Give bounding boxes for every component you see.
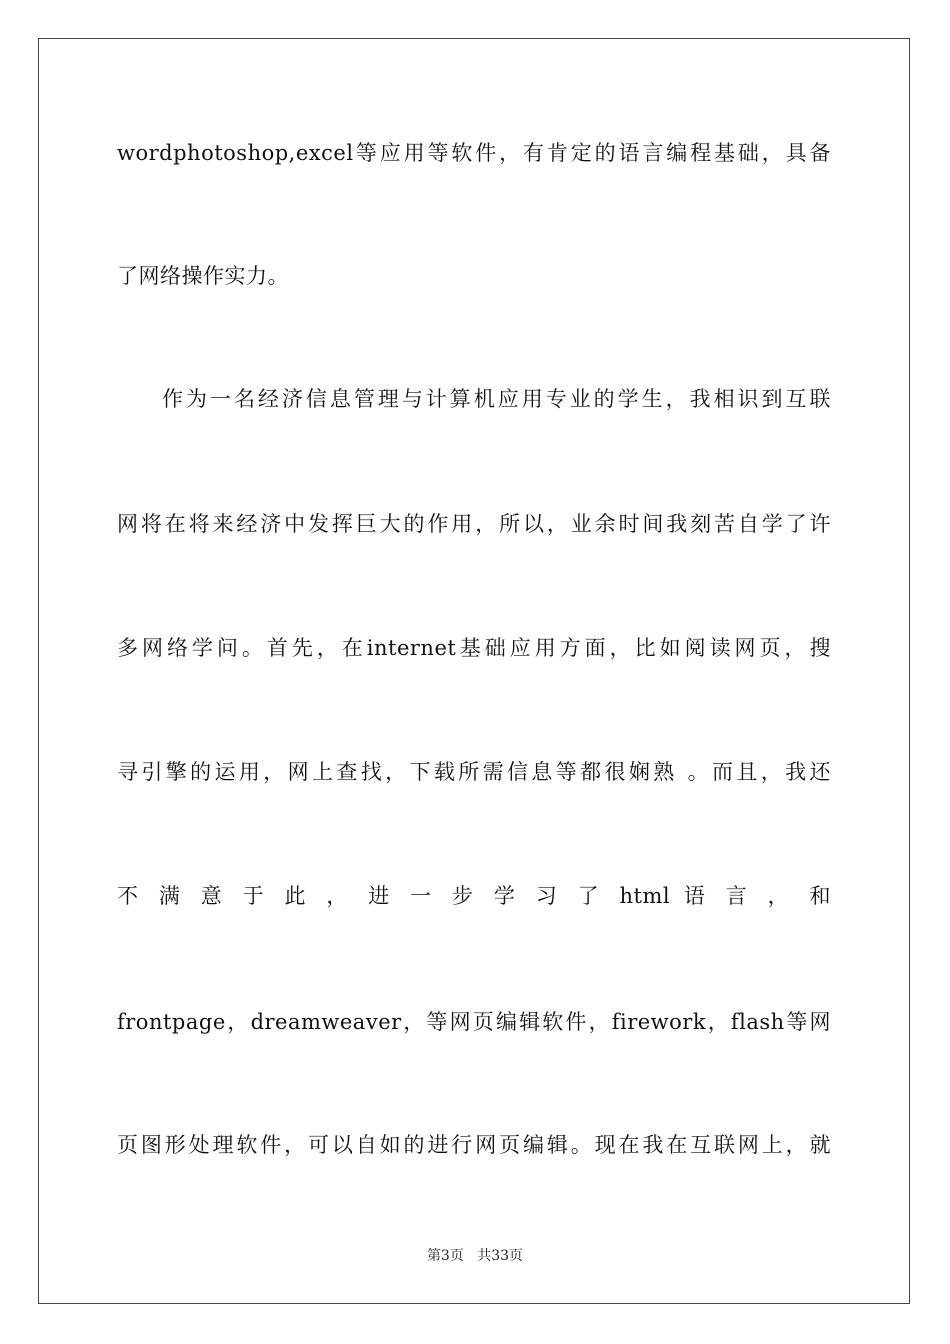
page-border [38, 38, 910, 1304]
text-line-9: 页图形处理软件，可以自如的进行网页编辑。现在我在互联网上，就 [117, 1133, 831, 1157]
text-line-4: 网将在将来经济中发挥巨大的作用，所以，业余时间我刻苦自学了许 [117, 512, 831, 536]
text-line-5: 多网络学问。首先，在internet基础应用方面，比如阅读网页，搜 [117, 636, 831, 660]
page-total: 共33页 [477, 1248, 524, 1264]
text-line-2: 了网络操作实力。 [117, 264, 289, 288]
text-line-6: 寻引擎的运用，网上查找，下载所需信息等都很娴熟 。而且，我还 [117, 760, 831, 784]
page-footer [0, 1247, 950, 1265]
text-line-8: frontpage，dreamweaver，等网页编辑软件，firework，flash等网 [117, 1010, 831, 1034]
text-line-3: 作为一名经济信息管理与计算机应用专业的学生，我相识到互联 [162, 387, 831, 411]
text-line-1: wordphotoshop,excel等应用等软件，有肯定的语言编程基础，具备 [117, 141, 831, 165]
page-number: 第3页 [426, 1248, 464, 1264]
text-line-7: 不 满 意 于 此 ， 进 一 步 学 习 了 html 语 言 ， 和 [117, 884, 831, 908]
